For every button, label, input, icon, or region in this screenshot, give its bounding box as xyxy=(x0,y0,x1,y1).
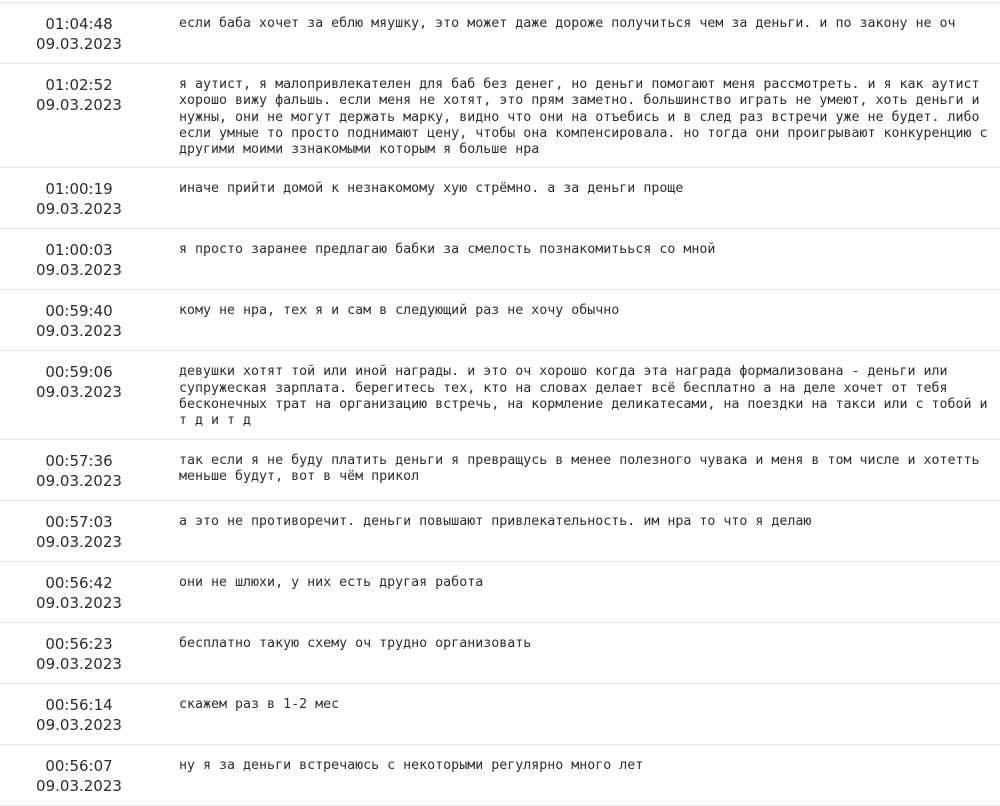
message-text: я аутист, я малопривлекателен для баб без денег, но деньги помогают меня рассмотреть. и я как аутист хорошо вижу фальшь. если меня не хотят, это прям заметно. большинство играть не умеют, хоть деньги и нужны, они не могут держать марку, видно что они на отъебись и в след раз встречи уже не будет. либо если умные то просто поднимают цену, чтобы она компенсировала. но тогда они проигрывают конкуренцию с другими моими ззнакомыми которым я больше нра xyxy=(179,77,988,158)
message-time: 01:00:19 xyxy=(45,180,113,199)
message-date: 09.03.2023 xyxy=(36,532,122,551)
message-date: 09.03.2023 xyxy=(36,471,122,490)
message-text: девушки хотят той или иной награды. и это оч хорошо когда эта награда формализована - деньги или супружеская зарплата. берегитесь тех, кто на словах делает всё бесплатно а на деле хочет от тебя бесконечных трат на организацию встречь, на кормление деликатесами, на поездки на такси или с тобой и т д и т д xyxy=(179,364,988,429)
message-row xyxy=(0,562,1000,623)
message-timestamp xyxy=(0,634,158,674)
message-row xyxy=(0,290,1000,351)
message-timestamp xyxy=(0,362,158,402)
message-row xyxy=(0,440,1000,501)
message-text: они не шлюхи, у них есть другая работа xyxy=(179,574,484,590)
message-text: бесплатно такую схему оч трудно организовать xyxy=(179,635,532,651)
message-text: иначе прийти домой к незнакомому хую стрёмно. а за деньги проще xyxy=(179,181,684,197)
message-time: 01:00:03 xyxy=(45,241,113,260)
message-row xyxy=(0,64,1000,168)
message-date: 09.03.2023 xyxy=(36,593,122,612)
message-time: 00:56:07 xyxy=(45,756,113,775)
message-time: 00:59:06 xyxy=(45,363,113,382)
message-timestamp xyxy=(0,75,158,115)
message-text: а это не противоречит. деньги повышают привлекательность. им нра то что я делаю xyxy=(179,513,812,529)
message-timestamp xyxy=(0,573,158,613)
message-time: 00:56:23 xyxy=(45,634,113,653)
message-date: 09.03.2023 xyxy=(36,776,122,795)
message-text: кому не нра, тех я и сам в следующий раз не хочу обычно xyxy=(179,303,620,319)
message-row xyxy=(0,684,1000,745)
message-timestamp xyxy=(0,301,158,341)
message-date: 09.03.2023 xyxy=(36,654,122,673)
message-row xyxy=(0,168,1000,229)
message-date: 09.03.2023 xyxy=(36,35,122,53)
message-timestamp xyxy=(0,451,158,491)
message-row xyxy=(0,229,1000,290)
message-time: 01:02:52 xyxy=(45,76,113,94)
message-date: 09.03.2023 xyxy=(36,715,122,734)
message-timestamp xyxy=(0,512,158,552)
message-text: ну я за деньги встречаюсь с некоторыми регулярно много лет xyxy=(179,757,644,773)
message-time: 00:56:14 xyxy=(45,695,113,714)
message-timestamp xyxy=(0,240,158,280)
message-row xyxy=(0,351,1000,439)
message-text: скажем раз в 1-2 мес xyxy=(179,696,340,712)
message-time: 00:57:36 xyxy=(45,451,113,470)
message-date: 09.03.2023 xyxy=(36,322,122,341)
message-date: 09.03.2023 xyxy=(36,200,122,219)
message-row xyxy=(0,623,1000,684)
message-timestamp xyxy=(0,695,158,735)
message-time: 01:04:48 xyxy=(45,15,113,33)
message-timestamp xyxy=(0,179,158,219)
message-date: 09.03.2023 xyxy=(36,261,122,280)
message-date: 09.03.2023 xyxy=(36,383,122,402)
message-timestamp xyxy=(0,14,158,54)
message-time: 00:59:40 xyxy=(45,302,113,321)
message-row xyxy=(0,745,1000,806)
message-time: 00:56:42 xyxy=(45,573,113,592)
message-text: так если я не буду платить деньги я превращусь в менее полезного чувака и меня в том числе и хотетть меньше будут, вот в чём прикол xyxy=(179,452,980,484)
message-row xyxy=(0,3,1000,64)
message-timestamp xyxy=(0,756,158,796)
message-row xyxy=(0,501,1000,562)
message-text: я просто заранее предлагаю бабки за смелость познакомитьься со мной xyxy=(179,242,716,258)
message-date: 09.03.2023 xyxy=(36,96,122,114)
message-text: если баба хочет за еблю мяушку, это может даже дороже получиться чем за деньги. и по закону не оч xyxy=(179,16,956,31)
message-time: 00:57:03 xyxy=(45,512,113,531)
